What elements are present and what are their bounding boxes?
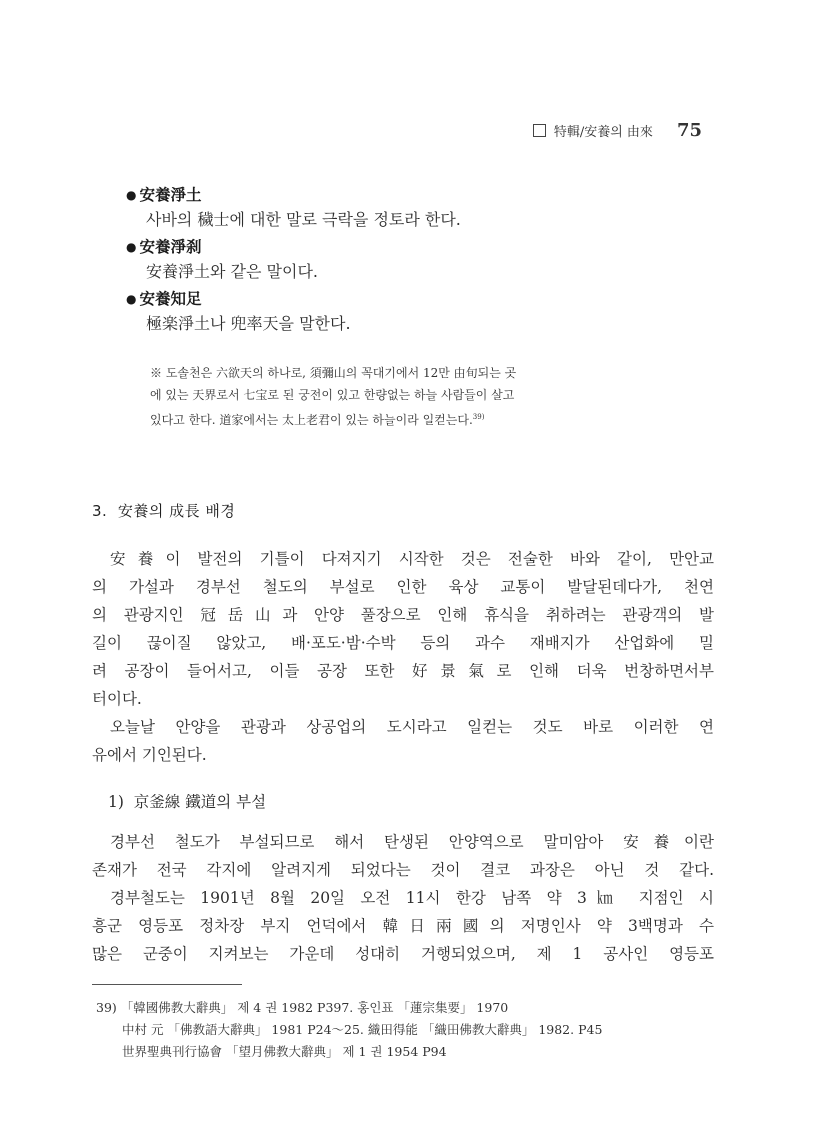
note-line: ※ 도솔천은 六欲天의 하나로, 須彌山의 꼭대기에서 12만 由旬되는 곳 — [150, 366, 517, 380]
paragraph-line: 安養이 발전의 기틀이 다져지기 시작한 것은 전술한 바와 같이, 만안교 — [110, 550, 714, 568]
footnote-reference: 39) — [472, 413, 485, 421]
glossary-entry — [128, 287, 698, 339]
glossary-entries — [128, 183, 698, 339]
entry-head — [126, 287, 698, 311]
entry-term: 安養淨刹 — [139, 238, 202, 256]
square-icon — [533, 124, 546, 137]
entry-definition: 極楽淨土나 兜率天을 말한다. — [146, 314, 351, 333]
subsection-body — [92, 828, 714, 968]
paragraph-line: 오늘날 안양을 관광과 상공업의 도시라고 일컫는 것도 바로 이러한 연 — [110, 718, 714, 736]
note-line: 에 있는 天界로서 七宝로 된 궁전이 있고 한량없는 하늘 사람들이 살고 — [150, 388, 515, 402]
paragraph-line: 흥군 영등포 정차장 부지 언덕에서 韓日兩國의 저명인사 약 3백명과 수 — [92, 917, 714, 935]
running-header — [533, 120, 702, 141]
note-line-last — [150, 406, 690, 431]
entry-head — [126, 235, 698, 259]
paragraph-line: 유에서 기인된다. — [92, 746, 207, 764]
section-body — [92, 545, 714, 769]
footnote-divider — [92, 984, 242, 985]
footnote-line: 39) 「韓國佛教大辭典」 제 4 권 1982 P397. 홍인표 「蓮宗集要」 1970 — [96, 1000, 509, 1015]
section-heading — [92, 500, 235, 521]
paragraph-line: 많은 군중이 지켜보는 가운데 성대히 거행되었으며, 제 1 공사인 영등포 — [92, 945, 714, 963]
paragraph-line: 경부선 철도가 부설되므로 해서 탄생된 안양역으로 말미암아 安養이란 — [110, 833, 714, 851]
note-line-text: 있다고 한다. 道家에서는 太上老君이 있는 하늘이라 일컫는다. — [150, 413, 473, 427]
explanatory-note — [150, 362, 690, 431]
bullet-icon: ● — [126, 188, 137, 202]
footnotes — [96, 997, 716, 1063]
subsection-title: 京釜線 鐵道의 부설 — [133, 793, 267, 811]
paragraph-line: 의 관광지인 冠岳山과 안양 풀장으로 인해 휴식을 취하려는 관광객의 발 — [92, 606, 714, 624]
entry-definition: 安養淨土와 같은 말이다. — [146, 262, 318, 281]
subsection-heading — [108, 790, 266, 812]
entry-term: 安養淨土 — [139, 186, 202, 204]
footnote-line: 中村 元 「佛教語大辭典」 1981 P24～25. 織田得能 「織田佛教大辭典」 1982. P45 — [122, 1022, 603, 1037]
bullet-icon: ● — [126, 292, 137, 306]
entry-definition: 사바의 穢士에 대한 말로 극락을 정토라 한다. — [146, 210, 461, 229]
paragraph-line: 터이다. — [92, 690, 142, 708]
page-number: 75 — [676, 120, 702, 141]
entry-term: 安養知足 — [139, 290, 202, 308]
glossary-entry — [128, 235, 698, 287]
glossary-entry — [128, 183, 698, 235]
section-number: 3. — [92, 502, 108, 520]
section-title: 安養의 成長 배경 — [117, 502, 236, 520]
bullet-icon: ● — [126, 240, 137, 254]
paragraph-line: 존재가 전국 각지에 알려지게 되었다는 것이 결코 과장은 아닌 것 같다. — [92, 861, 714, 879]
subsection-number: 1) — [108, 793, 124, 811]
paragraph-line: 길이 끊이질 않았고, 배·포도·밤·수박 등의 과수 재배지가 산업화에 밀 — [92, 634, 714, 652]
entry-head — [126, 183, 698, 207]
paragraph-line: 경부철도는 1901년 8월 20일 오전 11시 한강 남쪽 약 3㎞ 지점인 시 — [110, 889, 714, 907]
header-section-title: 特輯/安養의 由來 — [553, 125, 653, 140]
paragraph-line: 려 공장이 들어서고, 이들 공장 또한 好景氣로 인해 더욱 번창하면서부 — [92, 662, 714, 680]
footnote-line: 世界聖典刊行協會 「望月佛教大辭典」 제 1 권 1954 P94 — [122, 1044, 447, 1059]
paragraph-line: 의 가설과 경부선 철도의 부설로 인한 육상 교통이 발달된데다가, 천연 — [92, 578, 714, 596]
